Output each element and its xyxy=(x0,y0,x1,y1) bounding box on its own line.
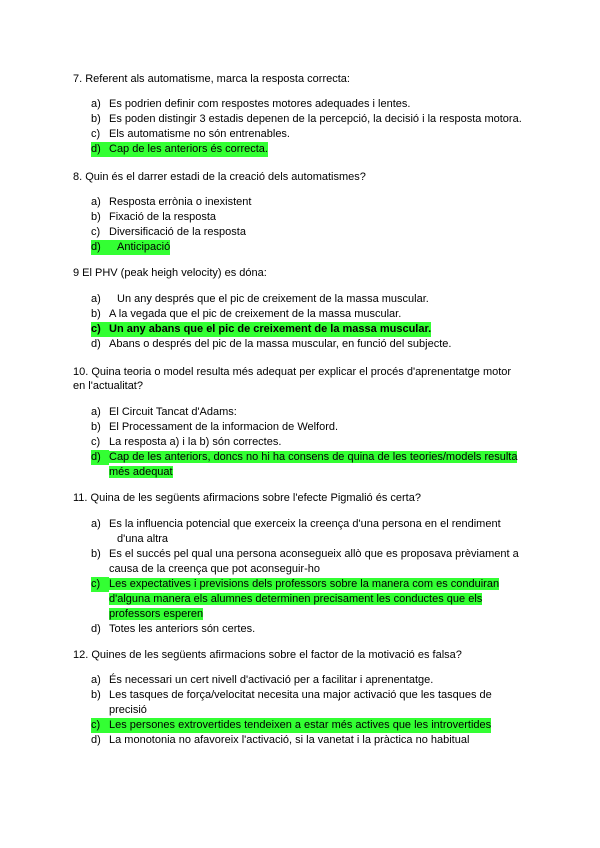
question-12-option-c-correct: c) Les persones extrovertides tendeixen a estar més actives que les introvertides xyxy=(91,719,492,731)
question-9-option-a: a) Un any després que el pic de creixement de la massa muscular. xyxy=(91,293,429,305)
question-7-option-b: b) Es poden distingir 3 estadis depenen de la percepció, la decisió i la resposta motora. xyxy=(91,113,522,125)
question-8-option-a: a) Resposta errònia o inexistent xyxy=(91,196,252,208)
question-8-title: 8. Quin és el darrer estadi de la creació dels automatismes? xyxy=(73,171,366,183)
question-10-title-line-1: 10. Quina teoria o model resulta més adequat per explicar el procés d'aprenentatge motor xyxy=(73,366,512,378)
question-10-option-d-correct: d) Cap de les anteriors, doncs no hi ha consens de quina de les teories/models resulta més adequat xyxy=(91,451,518,478)
question-12-title: 12. Quines de les següents afirmacions sobre el factor de la motivació es falsa? xyxy=(73,649,462,661)
question-8-option-b: b) Fixació de la resposta xyxy=(91,211,216,223)
question-11-option-c-correct: c) Les expectatives i previsions dels professors sobre la manera com es conduiran d'alguna manera els alumnes determinen precisament les conductes que els professors esperen xyxy=(91,578,500,620)
question-10-option-a: a) El Circuit Tancat d'Adams: xyxy=(91,406,237,418)
question-10-options xyxy=(91,405,541,480)
question-11-title: 11. Quina de les següents afirmacions sobre l'efecte Pigmalió és certa? xyxy=(73,492,421,504)
question-9-option-d: d) Abans o després del pic de la massa muscular, en funció del subjecte. xyxy=(91,338,452,350)
question-8-options xyxy=(91,195,541,255)
question-9-title: 9 El PHV (peak heigh velocity) es dóna: xyxy=(73,267,267,279)
question-9-option-b: b) A la vegada que el pic de creixement de la massa muscular. xyxy=(91,308,402,320)
question-8-option-d-correct: d) Anticipació xyxy=(91,241,171,253)
question-12-option-d: d) La monotonia no afavoreix l'activació, si la vanetat i la pràctica no habitual xyxy=(91,734,470,746)
question-10-title-line-2: en l'actualitat? xyxy=(73,380,143,392)
question-11-options xyxy=(91,517,541,637)
question-9-options xyxy=(91,292,541,352)
question-12-options xyxy=(91,673,541,748)
question-10-option-c: c) La resposta a) i la b) són correctes. xyxy=(91,436,282,448)
question-8-option-c: c) Diversificació de la resposta xyxy=(91,226,246,238)
question-7-option-a: a) Es podrien definir com respostes motores adequades i lentes. xyxy=(91,98,411,110)
question-9-option-c-correct: c) Un any abans que el pic de creixement de la massa muscular. xyxy=(91,323,432,335)
question-7-option-d-correct: d) Cap de les anteriors és correcta. xyxy=(91,143,268,155)
question-10-title xyxy=(73,365,543,393)
question-12-option-b: b) Les tasques de força/velocitat necesita una major activació que les tasques de precisió xyxy=(91,689,492,716)
question-12-option-a: a) És necessari un cert nivell d'activació per a facilitar i aprenentatge. xyxy=(91,674,434,686)
question-7-option-c: c) Els automatisme no són entrenables. xyxy=(91,128,290,140)
question-11-option-b: b) Es el succés pel qual una persona aconsegueix allò que es proposava prèviament a causa de la creença que pot aconseguir-ho xyxy=(91,548,519,575)
question-11-option-d: d) Totes les anteriors són certes. xyxy=(91,623,256,635)
question-7-options xyxy=(91,97,541,157)
question-10-option-b: b) El Processament de la informacion de Welford. xyxy=(91,421,339,433)
question-7-title: 7. Referent als automatisme, marca la resposta correcta: xyxy=(73,73,350,85)
question-11-option-a: a) Es la influencia potencial que exerceix la creença d'una persona en el rendiment d'una altra xyxy=(91,518,501,545)
